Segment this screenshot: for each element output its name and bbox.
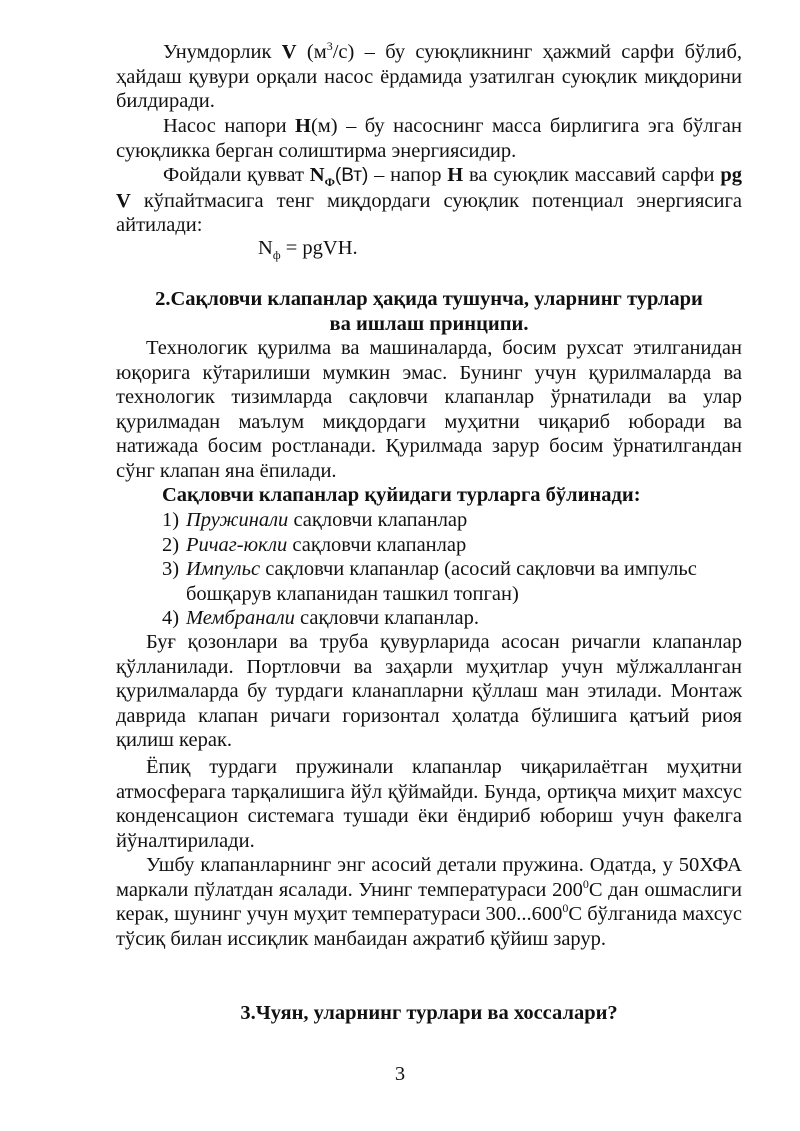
subscript: Ф (324, 175, 335, 190)
text: сақловчи клапанлар (асосий сақловчи ва импульс бошқарув клапанидан ташкил топган) (186, 558, 697, 605)
formula-symbol: N (258, 237, 273, 259)
paragraph-pump-head (116, 114, 742, 163)
bold-term: Н (447, 164, 464, 186)
list-number: 2) (162, 533, 180, 556)
types-title: Сақловчи клапанлар қуйидаги турларга бўлинади: (162, 484, 641, 506)
section-heading-3: 3.Чуян, уларнинг турлари ва хоссалари? (240, 1002, 618, 1024)
unit-text: (Вт) (334, 165, 369, 186)
page-number: 3 (394, 1063, 406, 1085)
list-item (162, 606, 742, 631)
valve-type-name: Ричаг-юкли (186, 533, 288, 556)
heading-line: 2.Сақловчи клапанлар ҳақида тушунча, уларнинг турлари (155, 288, 703, 310)
formula (258, 236, 358, 261)
text: сақловчи клапанлар. (294, 607, 479, 629)
text: Насос напори (163, 115, 296, 137)
paragraph-closed-type: Ёпиқ турдаги пружинали клапанлар чиқарилаётган муҳитни атмосферага тарқалишига йўл қўймайди. Бунда, ортиқча миҳит махсус конденсацион системага тушади ёки ёндириб юбориш учун факелга йўналтирилади. (116, 756, 742, 852)
text: С бўлганида махсус тўсиқ билан иссиқлик манбаидан ажратиб қўйиш зарур. (116, 903, 742, 950)
list-text (186, 533, 742, 558)
text: (м) – бу насоснинг масса бирлигига эга бўлган суюқликка берган солиштирма энергиясидир. (116, 115, 742, 162)
list-item (162, 533, 742, 558)
valve-type-name: Мембранали (186, 607, 295, 629)
text: ва суюқлик массавий сарфи (463, 164, 721, 186)
list-item (162, 508, 742, 533)
list-text (186, 606, 742, 631)
text: Фойдали қувват (163, 164, 310, 186)
paragraph-productivity (116, 40, 742, 114)
paragraph-boilers: Буғ қозонлари ва труба қувурларида асосан ричагли клапанлар қўлланилади. Портловчи ва заҳарли муҳитлар учун мўлжалланган қурилмаларда бу турдаги кланапларни қўллаш ман этилади. Монтаж даврида клапан ричаги горизонтал ҳолатда бўлишига қатъий риоя қилиш керак. (116, 631, 742, 751)
text: Ушбу клапанларнинг энг асосий детали пружина. Одатда, у 50ХФА маркали пўлатдан ясалади. Унинг температураси 200 (116, 854, 742, 901)
list-item (162, 557, 742, 606)
list-number: 4) (162, 607, 180, 629)
heading-line: ва ишлаш принципи. (329, 312, 529, 335)
list-number: 1) (162, 509, 180, 531)
superscript: 3 (326, 39, 333, 54)
valve-types-list (162, 508, 742, 631)
bold-term: N (309, 164, 325, 186)
text: (м (296, 41, 327, 63)
text: Унумдорлик (163, 41, 282, 63)
paragraph-technological: Технологик қурилма ва машиналарда, босим рухсат этилганидан юқорига кўтарилиши мумкин эмас. Бунинг учун қурилмаларда ва технологик тизимларда сақловчи клапанлар ўрнатилади ва улар қурилмадан маълум миқдордаги муҳитни чиқариб юборади ва натижада босим ростланади. Қурилмада зарур босим ўрнатилгандан сўнг клапан яна ёпилади. (116, 337, 742, 482)
paragraph-useful-power (116, 163, 742, 238)
text: сақловчи клапанлар (287, 533, 467, 556)
text: кўпайтмасига тенг миқдордаги суюқлик потенциал энергиясига айтилади: (116, 189, 742, 236)
valve-type-name: Пружинали (186, 509, 289, 531)
text: /с) – бу суюқликнинг ҳажмий сарфи бўлиб, ҳайдаш қувури орқали насос ёрдамида узатилган суюқлик миқдорини билдиради. (116, 41, 743, 112)
bold-term: V (281, 41, 297, 63)
text: сақловчи клапанлар (288, 509, 468, 531)
formula-subscript: ф (272, 248, 281, 263)
text: С дан ошмаслиги керак, шунинг учун муҳит температураси 300...600 (116, 878, 742, 925)
superscript: 0 (562, 901, 569, 916)
bold-term: pg V (116, 164, 742, 212)
list-text (186, 508, 742, 533)
list-number: 3) (162, 558, 180, 580)
bold-term: Н (295, 115, 311, 137)
paragraph-spring (116, 853, 742, 951)
formula-rest: = pgVH. (280, 237, 358, 259)
section-heading-2 (116, 287, 742, 336)
text: – напор (368, 164, 448, 186)
valve-type-name: Импульс (186, 558, 261, 580)
list-text (186, 557, 742, 606)
superscript: 0 (582, 876, 589, 891)
